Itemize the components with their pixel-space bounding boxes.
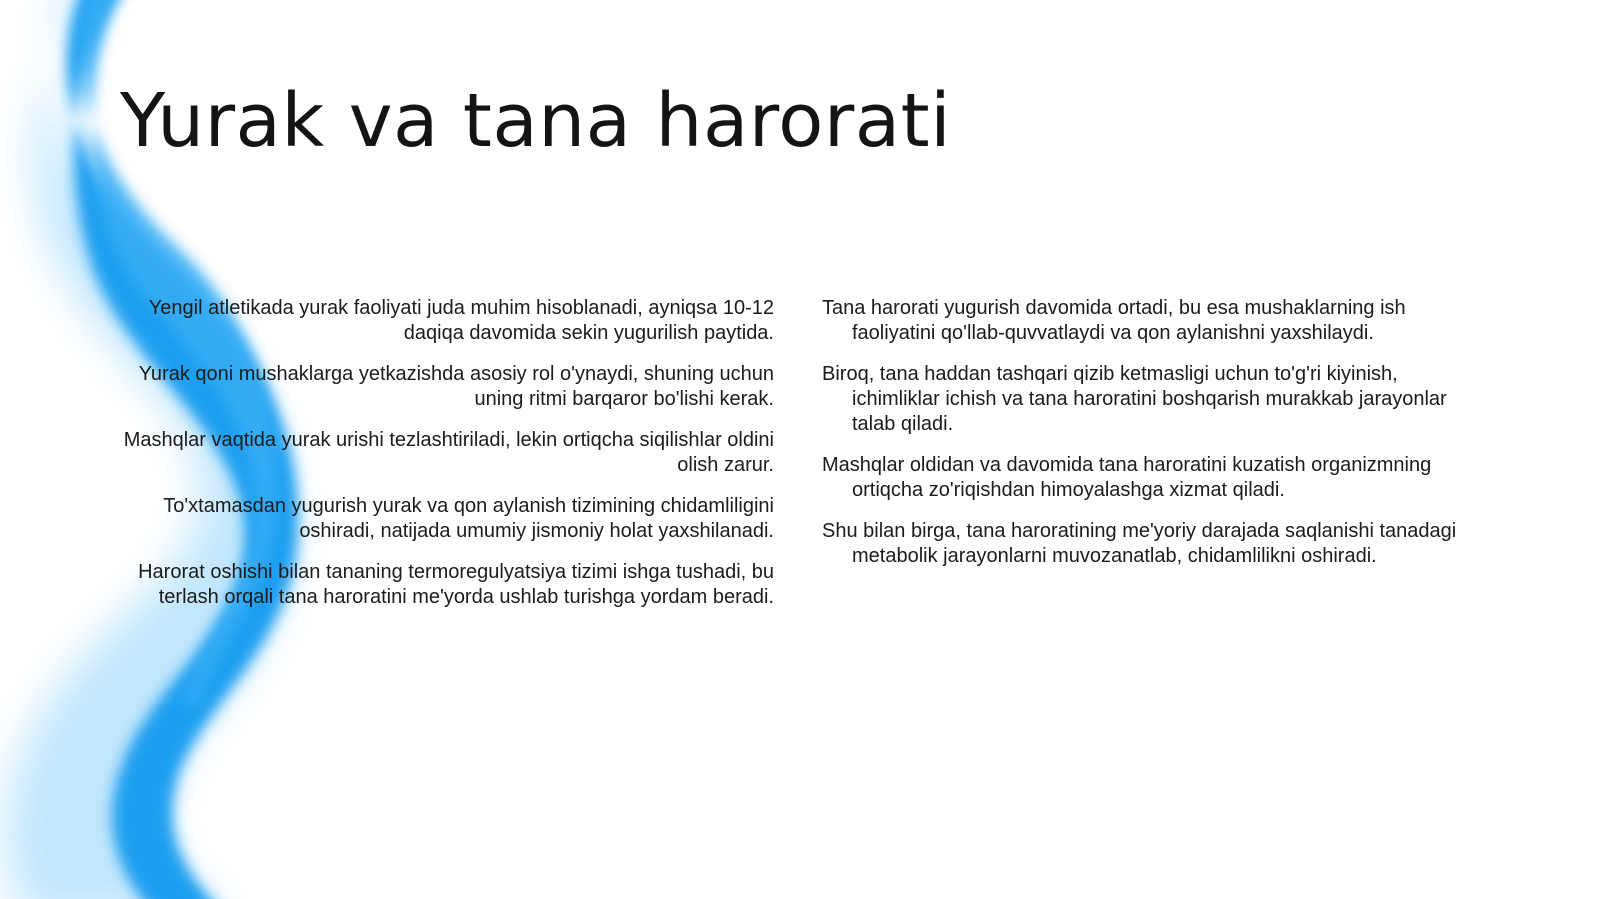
- slide-title: Yurak va tana harorati: [120, 78, 952, 164]
- right-text-column: [822, 296, 1490, 585]
- paragraph: Mashqlar oldidan va davomida tana haroratini kuzatish organizmning ortiqcha zo'riqishdan himoyalashga xizmat qiladi.: [822, 454, 1432, 501]
- paragraph: To'xtamasdan yugurish yurak va qon aylanish tizimining chidamliligini oshiradi, natijada umumiy jismoniy holat yaxshilanadi.: [163, 495, 774, 542]
- paragraph: Yurak qoni mushaklarga yetkazishda asosiy rol o'ynaydi, shuning uchun uning ritmi barqaror bo'lishi kerak.: [138, 363, 774, 410]
- paragraph: Shu bilan birga, tana haroratining me'yoriy darajada saqlanishi tanadagi metabolik jarayonlarni muvozanatlab, chidamlilikni oshiradi.: [822, 520, 1457, 567]
- paragraph: Yengil atletikada yurak faoliyati juda muhim hisoblanadi, ayniqsa 10-12 daqiqa davomida sekin yugurilish paytida.: [148, 297, 774, 344]
- paragraph: Harorat oshishi bilan tananing termoregulyatsiya tizimi ishga tushadi, bu terlash orqali tana haroratini me'yorda ushlab turishga yordam beradi.: [138, 561, 774, 608]
- paragraph: Biroq, tana haddan tashqari qizib ketmasligi uchun to'g'ri kiyinish, ichimliklar ichish va tana haroratini boshqarish murakkab jarayonlar talab qiladi.: [822, 363, 1447, 435]
- left-text-column: [122, 296, 774, 626]
- paragraph: Mashqlar vaqtida yurak urishi tezlashtiriladi, lekin ortiqcha siqilishlar oldini olish zarur.: [123, 429, 774, 476]
- paragraph: Tana harorati yugurish davomida ortadi, bu esa mushaklarning ish faoliyatini qo'llab-quvvatlaydi va qon aylanishni yaxshilaydi.: [822, 297, 1406, 344]
